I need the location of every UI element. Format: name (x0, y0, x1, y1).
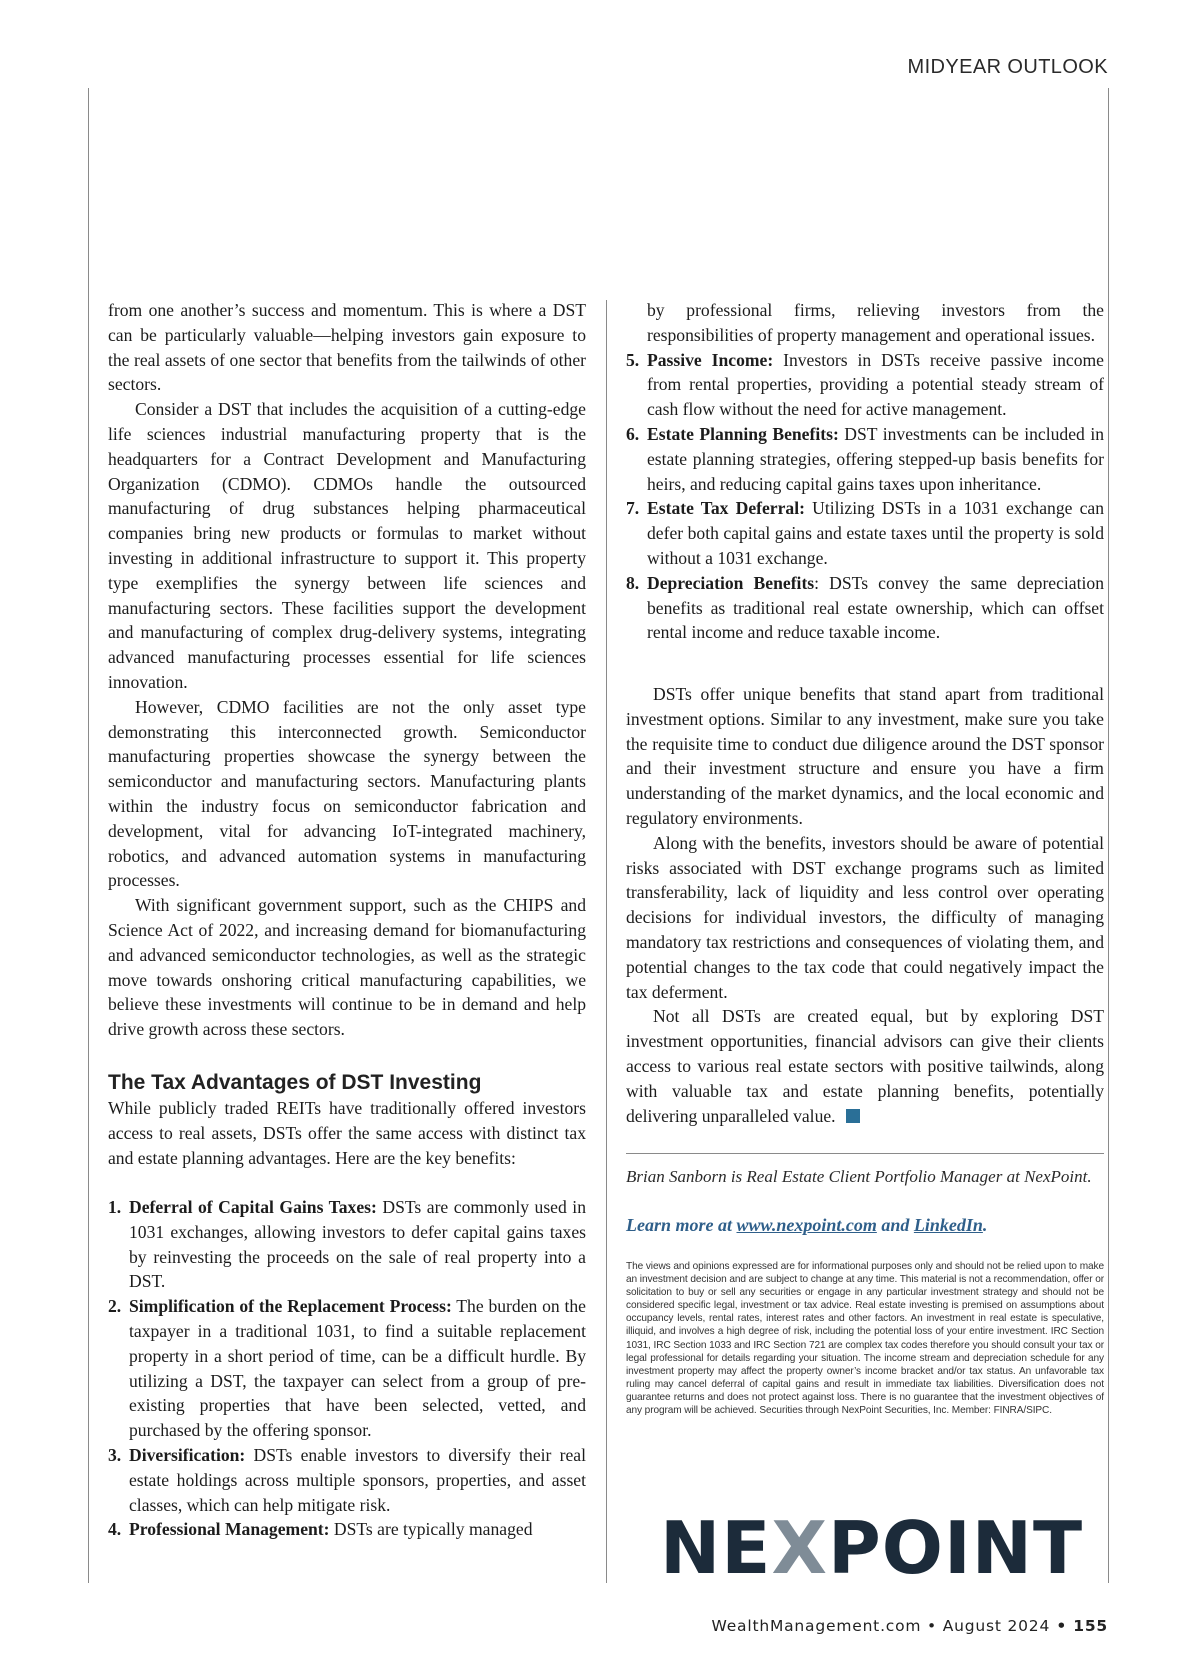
benefit-text: DST investments can be included in estate planning strategies, offering stepped-up basis benefits for heirs, and reducing capital gains taxes upon inheritance. (647, 423, 1105, 494)
right-column (626, 298, 1104, 1128)
nexpoint-logo (660, 1506, 1084, 1590)
column-divider (606, 300, 607, 1583)
disclaimer: The views and opinions expressed are for informational purposes only and should not be relied upon to make an investment decision and are subject to change at any time. This material is not a recommendation, offer or solicitation to buy or sell any securities or engage in any particular investment strategy and should not be considered specific legal, investment or tax advice. Real estate investing is premised on assumptions about occupancy levels, rental rates, interest rates and other factors. An investment in real estate is speculative, illiquid, and involves a high degree of risk, including the potential loss of your entire investment. IRC Section 1031, IRC Section 1033 and IRC Section 721 are complex tax codes therefore you should consult your tax or legal professional for details regarding your situation. The income stream and depreciation schedule for any investment property may affect the property owner’s income bracket and/or tax status. An unfavorable tax ruling may cancel deferral of capital gains and result in immediate tax liabilities. Diversification does not guarantee returns and does not protect against loss. There is no guarantee that the investment objectives of any program will be achieved. Securities through NexPoint Securities, Inc. Member: FINRA/SIPC. (626, 1261, 1104, 1417)
benefit-term: Estate Planning Benefits: (647, 423, 839, 444)
benefit-term: Passive Income: (647, 349, 774, 370)
logo-x: X (771, 1506, 828, 1590)
list-item (108, 1517, 586, 1542)
benefit-term: Depreciation Benefits (647, 572, 815, 593)
list-number: 1. (108, 1197, 122, 1218)
benefits-list (108, 1195, 586, 1542)
footer-separator: • (921, 1617, 943, 1635)
learn-more-prefix: Learn more at (626, 1215, 737, 1235)
benefit-text: : DSTs convey the same depreciation benefits as traditional real estate ownership, which can offset rental income and reduce taxable income. (647, 572, 1104, 643)
logo-text: POINT (827, 1506, 1084, 1590)
benefit-term: Deferral of Capital Gains Taxes: (129, 1197, 377, 1218)
paragraph (626, 1004, 1104, 1128)
logo-text: NE (660, 1506, 772, 1590)
learn-more-line (626, 1214, 1104, 1236)
list-number: 8. (626, 572, 640, 593)
list-item (108, 1294, 586, 1443)
list-item (626, 496, 1104, 570)
paragraph: However, CDMO facilities are not the only asset type demonstrating this interconnected growth. Semiconductor manufacturing properties showcase the synergy between the semiconductor and manufacturing sectors. Manufacturing plants within the industry focus on semiconductor fabrication and development, vital for advancing IoT-integrated machinery, robotics, and advanced automation systems in manufacturing processes. (108, 696, 586, 891)
right-border-rule (1108, 88, 1109, 1583)
list-number: 3. (108, 1445, 122, 1466)
paragraph: DSTs offer unique benefits that stand apart from traditional investment options. Similar to any investment, make sure you take the requisite time to conduct due diligence around the DST sponsor and their investment structure and ensure you have a firm understanding of the market dynamics, and the local economic and regulatory environments. (626, 683, 1104, 828)
benefit-term: Diversification: (129, 1445, 246, 1466)
learn-more-suffix: . (982, 1215, 988, 1235)
list-number: 2. (108, 1296, 122, 1317)
benefit-text: The burden on the taxpayer in a traditional 1031, to find a suitable replacement property in a short period of time, can be a difficult hurdle. By utilizing a DST, the taxpayer can select from a group of pre-existing properties that have been selected, vetted, and purchased by the offering sponsor. (129, 1296, 586, 1441)
benefit-term: Estate Tax Deferral: (647, 498, 805, 519)
paragraph: While publicly traded REITs have traditionally offered investors access to real assets, DSTs offer the same access with distinct tax and estate planning advantages. Here are the key benefits: (108, 1097, 586, 1168)
left-border-rule (88, 88, 89, 1583)
footer-site: WealthManagement.com (711, 1617, 922, 1635)
footer-separator: • (1050, 1617, 1074, 1635)
page-footer (712, 1617, 1109, 1635)
benefit-text: DSTs enable investors to diversify their real estate holdings across multiple sponsors, properties, and asset classes, which can help mitigate risk. (129, 1445, 586, 1515)
benefits-list-continued (626, 298, 1104, 645)
end-mark-icon (846, 1109, 860, 1123)
benefit-text: Utilizing DSTs in a 1031 exchange can defer both capital gains and estate taxes until the property is sold without a 1031 exchange. (647, 498, 1104, 568)
footer-date: August 2024 (942, 1617, 1051, 1635)
list-item (108, 1443, 586, 1517)
list-item (108, 1195, 586, 1294)
page-number: 155 (1073, 1617, 1108, 1635)
list-item-continued (626, 298, 1104, 348)
benefit-text: by professional firms, relieving investors from the responsibilities of property management and operational issues. (647, 300, 1104, 345)
benefit-text: DSTs are commonly used in 1031 exchanges, allowing investors to defer capital gains taxes by reinvesting the proceeds on the sale of real property into a DST. (129, 1197, 586, 1292)
list-number: 7. (626, 498, 640, 519)
bio-divider (626, 1153, 1104, 1154)
list-number: 6. (626, 423, 640, 444)
section-heading: The Tax Advantages of DST Investing (108, 1070, 482, 1094)
linkedin-link[interactable]: LinkedIn (913, 1215, 983, 1235)
list-number: 5. (626, 349, 640, 370)
list-item (626, 422, 1104, 496)
left-column (108, 298, 586, 1542)
author-bio: Brian Sanborn is Real Estate Client Portfolio Manager at NexPoint. (626, 1167, 1092, 1186)
paragraph: Consider a DST that includes the acquisition of a cutting-edge life sciences industrial manufacturing property that is the headquarters for a Contract Development and Manufacturing Organization (CDMO). CDMOs handle the outsourced manufacturing of drug substances helping pharmaceutical companies bring new products or formulas to market without investing in additional infrastructure to support it. This property type exemplifies the synergy between life sciences and manufacturing sectors. These facilities support the development and manufacturing of complex drug-delivery systems, integrating advanced manufacturing processes essential for life sciences innovation. (108, 399, 586, 692)
list-number: 4. (108, 1519, 122, 1540)
paragraph: Along with the benefits, investors should be aware of potential risks associated with DST exchange programs such as limited transferability, lack of liquidity and less control over operating decisions for individual investors, the difficulty of managing mandatory tax restrictions and consequences of violating them, and potential changes to the tax code that could negatively impact the tax deferment. (626, 832, 1104, 1002)
paragraph: With significant government support, such as the CHIPS and Science Act of 2022, and increasing demand for biomanufacturing and advanced semiconductor technologies, as well as the strategic move towards onshoring critical manufacturing capabilities, we believe these investments will continue to be in demand and help drive growth across these sectors. (108, 895, 586, 1040)
list-item (626, 348, 1104, 422)
benefit-text: DSTs are typically managed (329, 1519, 533, 1540)
learn-more-middle: and (876, 1215, 914, 1235)
list-item (626, 571, 1104, 645)
benefit-text: Investors in DSTs receive passive income from rental properties, providing a potential steady stream of cash flow without the need for active management. (647, 349, 1104, 420)
closing-text: Not all DSTs are created equal, but by exploring DST investment opportunities, financial advisors can give their clients access to various real estate sectors with positive tailwinds, along with valuable tax and estate planning benefits, potentially delivering unparalleled value. (626, 1006, 1104, 1126)
section-header: MIDYEAR OUTLOOK (907, 56, 1108, 78)
nexpoint-website-link[interactable]: www.nexpoint.com (736, 1215, 877, 1235)
paragraph: from one another’s success and momentum. This is where a DST can be particularly valuable—helping investors gain exposure to the real assets of one sector that benefits from the tailwinds of other sectors. (108, 300, 586, 395)
benefit-term: Professional Management: (129, 1519, 330, 1540)
benefit-term: Simplification of the Replacement Process: (129, 1296, 452, 1317)
